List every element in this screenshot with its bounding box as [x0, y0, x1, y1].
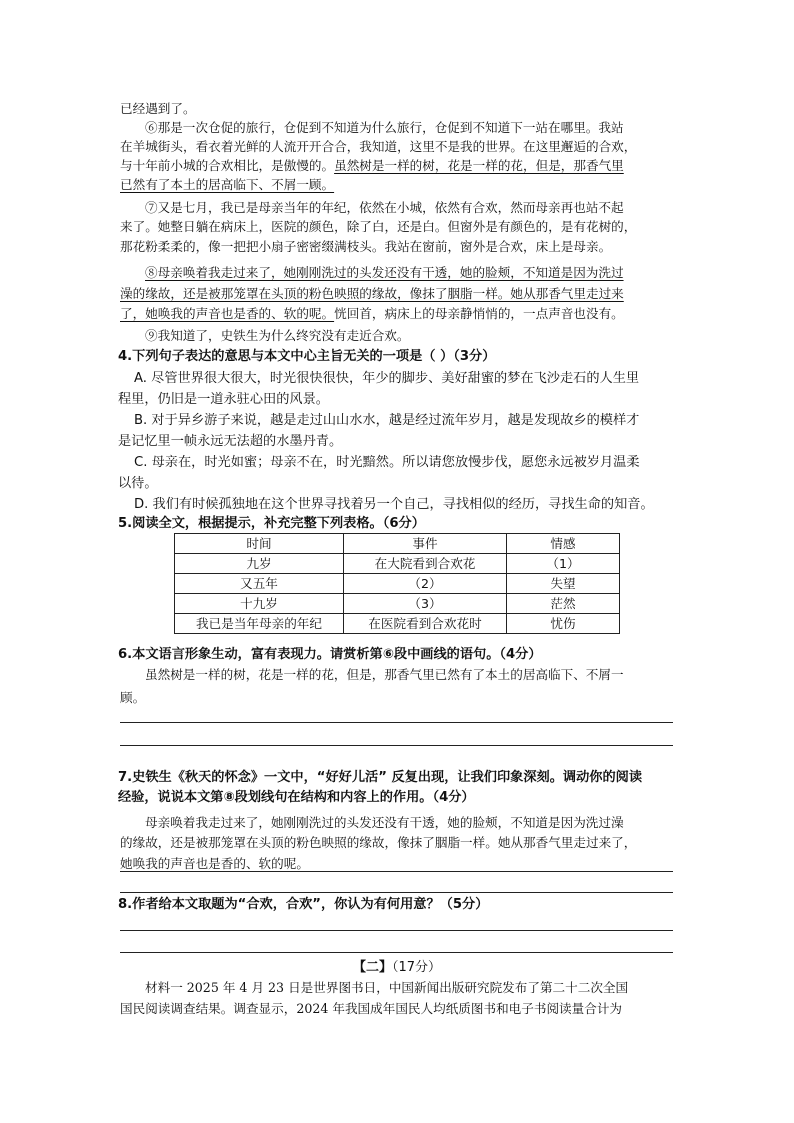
paragraph-9-line: ⑨我知道了，史铁生为什么终究没有走近合欢。: [145, 328, 410, 343]
option-a-cont: 程里，仍旧是一道永驻心田的风景。: [118, 392, 329, 407]
question-4-stem: 4.下列句子表达的意思与本文中心主旨无关的一项是（ ）（3分）: [118, 349, 496, 364]
underlined-sentence: 澡的缘故，还是被那笼罩在头顶的粉色映照的缘故，像抹了胭脂一样。她从那香气里走过来: [120, 286, 624, 301]
question-6-quote: 虽然树是一样的树，花是一样的花，但是，那香气里已然有了本土的居高临下、不屑一: [145, 667, 624, 682]
table-cell: 失望: [507, 574, 620, 594]
option-c: C. 母亲在，时光如蜜；母亲不在，时光黯然。所以请您放慢步伐，愿您永远被岁月温柔: [134, 455, 640, 470]
table-cell: （2）: [344, 574, 507, 594]
table-cell: 忧伤: [507, 614, 620, 634]
paragraph-8-line: [145, 264, 705, 282]
question-7-quote: 母亲唤着我走过来了，她刚刚洗过的头发还没有干透，她的脸颊，不知道是因为洗过澡: [145, 815, 624, 830]
table-row: [175, 614, 620, 634]
paragraph-7-line: 那花粉柔柔的，像一把把小扇子密密缀满枝头。我站在窗前，窗外是合欢，床上是母亲。: [120, 239, 612, 254]
table-cell: （3）: [344, 594, 507, 614]
question-6-stem: 6.本文语言形象生动，富有表现力。请赏析第⑥段中画线的语句。（4分）: [118, 647, 542, 662]
paragraph-6-line: 在羊城街头，看衣着光鲜的人流开开合合，我知道，这里不是我的世界。在这里邂逅的合欢，: [120, 139, 637, 154]
table-cell: 我已是当年母亲的年纪: [175, 614, 344, 634]
paragraph-6-line: ⑥那是一次仓促的旅行，仓促到不知道为什么旅行，仓促到不知道下一站在哪里。我站: [145, 120, 624, 135]
answer-line[interactable]: [120, 871, 673, 872]
question-7-quote: 她唤我的声音也是香的、软的呢。: [120, 856, 309, 871]
passage-line: 已经遇到了。: [120, 101, 196, 116]
table-header: 时间: [175, 534, 344, 554]
table-cell: 茫然: [507, 594, 620, 614]
question-5-stem: 5.阅读全文，根据提示，补充完整下列表格。（6分）: [118, 516, 425, 531]
answer-table: [174, 533, 620, 634]
table-cell: 十九岁: [175, 594, 344, 614]
answer-line[interactable]: [120, 892, 673, 893]
table-header: 事件: [344, 534, 507, 554]
table-row: [175, 594, 620, 614]
material-1-line: 材料一 2025 年 4 月 23 日是世界图书日，中国新闻出版研究院发布了第二十二次全国: [145, 980, 629, 995]
table-row: [175, 574, 620, 594]
answer-line[interactable]: [120, 952, 673, 953]
table-row: [175, 554, 620, 574]
section-2-heading: 【二】（17分）: [352, 960, 442, 975]
paragraph-6-line: [120, 157, 680, 175]
underlined-sentence: 了，她唤我的声音也是香的、软的呢。: [120, 306, 335, 321]
table-cell: 在医院看到合欢花时: [344, 614, 507, 634]
paragraph-8-line: [120, 285, 680, 303]
underlined-sentence: 虽然树是一样的树，花是一样的花，但是，那香气里: [334, 158, 624, 173]
option-b: B. 对于异乡游子来说，越是走过山山水水，越是经过流年岁月，越是发现故乡的模样才: [134, 413, 640, 428]
table-header: 情感: [507, 534, 620, 554]
paragraph-8-line: [120, 305, 680, 323]
option-b-cont: 是记忆里一帧永远无法超的水墨丹青。: [118, 434, 343, 449]
answer-line[interactable]: [120, 745, 673, 746]
table-cell: 在大院看到合欢花: [344, 554, 507, 574]
answer-line[interactable]: [120, 930, 673, 931]
plain-text: 与十年前小城的合欢相比，是傲慢的。: [120, 158, 335, 173]
option-d: D. 我们有时候孤独地在这个世界寻找着另一个自己，寻找相似的经历，寻找生命的知音。: [134, 497, 654, 512]
paragraph-7-line: ⑦又是七月，我已是母亲当年的年纪，依然在小城，依然有合欢，然而母亲再也站不起: [145, 200, 624, 215]
answer-line[interactable]: [120, 722, 673, 723]
question-6-quote: 顾。: [120, 690, 146, 705]
material-1-line: 国民阅读调查结果。调查显示，2024 年我国成年国民人均纸质图书和电子书阅读量合计为: [120, 1001, 623, 1016]
paragraph-6-line: [120, 176, 680, 194]
question-7-stem: 7.史铁生《秋天的怀念》一文中，“好好儿活” 反复出现，让我们印象深刻。调动你的阅读: [118, 770, 643, 785]
underlined-sentence: ⑧母亲唤着我走过来了，她刚刚洗过的头发还没有干透，她的脸颊，不知道是因为洗过: [145, 265, 624, 280]
option-a: A. 尽管世界很大很大，时光很快很快，年少的脚步、美好甜蜜的梦在飞沙走石的人生里: [134, 371, 640, 386]
table-header-row: [175, 534, 620, 554]
question-8-stem: 8.作者给本文取题为“合欢，合欢”，你认为有何用意？（5分）: [118, 897, 489, 912]
table-cell: 九岁: [175, 554, 344, 574]
option-c-cont: 以待。: [118, 476, 158, 491]
underlined-sentence: 已然有了本土的居高临下、不屑一顾。: [120, 177, 335, 192]
question-7-quote: 的缘故，还是被那笼罩在头顶的粉色映照的缘故，像抹了胭脂一样。她从那香气里走过来了，: [120, 835, 637, 850]
table-cell: （1）: [507, 554, 620, 574]
paragraph-7-line: 来了。她整日躺在病床上，医院的颜色，除了白，还是白。但窗外是有颜色的，是有花树的，: [120, 219, 637, 234]
question-7-stem-cont: 经验，说说本文第⑧段划线句在结构和内容上的作用。（4分）: [118, 790, 475, 805]
table-cell: 又五年: [175, 574, 344, 594]
plain-text: 恍回首，病床上的母亲静悄悄的，一点声音也没有。: [334, 306, 624, 321]
